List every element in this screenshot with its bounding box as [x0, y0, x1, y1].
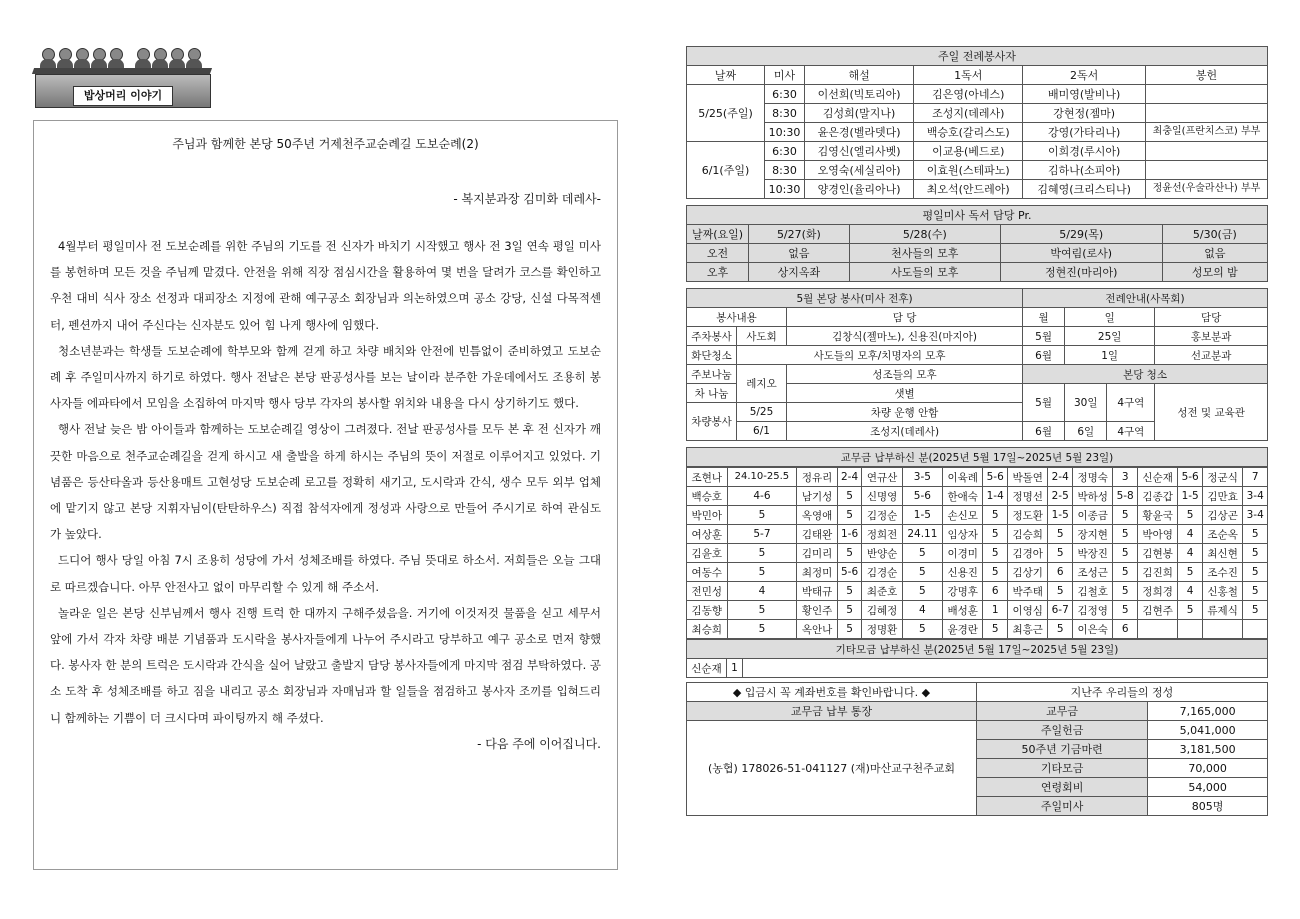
donor-name: 조현나 [687, 468, 728, 487]
donor-name: 최흥근 [1007, 620, 1048, 639]
donor-months: 5 [1113, 525, 1137, 544]
table-row [687, 601, 1268, 620]
donor-months: 5 [983, 506, 1007, 525]
col-header: 날짜 [687, 66, 765, 85]
donor-months: 5 [1243, 544, 1268, 563]
donor-months: 1-5 [1048, 506, 1072, 525]
donor-months: 6 [1048, 563, 1072, 582]
donor-name [1202, 620, 1243, 639]
donor-months: 4 [1178, 544, 1202, 563]
donor-name: 정명선 [1007, 487, 1048, 506]
donor-name: 이경미 [942, 544, 983, 563]
donor-name: 정유리 [797, 468, 838, 487]
table-row: 오전 없음 천사들의 모후 박여림(로사) 없음 [687, 244, 1268, 263]
donor-months: 5 [1048, 620, 1072, 639]
donor-name: 윤경란 [942, 620, 983, 639]
donor-months: 5 [837, 506, 861, 525]
donor-name: 박주태 [1007, 582, 1048, 601]
donor-name: 정희경 [1137, 582, 1178, 601]
donor-name: 김승희 [1007, 525, 1048, 544]
donor-months: 3-4 [1243, 506, 1268, 525]
donor-name: 조성근 [1072, 563, 1113, 582]
donor-months: 5 [1048, 544, 1072, 563]
donor-name: 조수진 [1202, 563, 1243, 582]
col-header: 봉헌 [1146, 66, 1268, 85]
donor-months: 6 [1113, 620, 1137, 639]
donor-months: 5 [1178, 601, 1202, 620]
donor-name: 연규산 [862, 468, 903, 487]
dues-table [686, 447, 1268, 467]
donor-months: 5 [983, 620, 1007, 639]
col-header: 미사 [765, 66, 805, 85]
donor-months: 5 [902, 620, 942, 639]
donor-months: 5 [1113, 563, 1137, 582]
donor-name: 박아영 [1137, 525, 1178, 544]
donor-months: 5 [1113, 601, 1137, 620]
donor-name: 김만효 [1202, 487, 1243, 506]
article-title: 주님과 함께한 본당 50주년 거제천주교순례길 도보순례(2) [172, 137, 479, 151]
donor-name: 박장진 [1072, 544, 1113, 563]
table-row: 오후 상지옥좌 사도들의 모후 정현진(마리아) 성모의 밤 [687, 263, 1268, 282]
donor-name: 김정순 [862, 506, 903, 525]
donor-months: 5 [837, 601, 861, 620]
donor-months: 1-4 [983, 487, 1007, 506]
account-offering-table: ◆ 입금시 꼭 계좌번호를 확인바랍니다. ◆ 지난주 우리들의 정성 교무금 납부 통장 교무금 7,165,000 (농협) 178026-51-041127 (재)마산교구천주교회 주일헌금 5,041,000 50주년 기금마련 3,181,500 기타모금 70,000 연령회비 54,000 주일미사 805명 [686, 682, 1268, 816]
donor-name: 김정영 [1072, 601, 1113, 620]
donor-months: 5 [902, 582, 942, 601]
paragraph: 4월부터 평일미사 전 도보순례를 위한 주님의 기도를 전 신자가 바치기 시작했고 행사 전 3일 연속 평일 미사를 봉헌하며 모든 것을 주님께 맡겼다. 안전을 위해 직장 점심시간을 활용하여 몇 번을 달려가 코스를 확인하고 우천 대비 식사 장소 선정과 대피장소 지정에 관해 예구공소 회장님과 의논하였으며 공소 강당, 신설 다목적센터, 펜션까지 내어 주신다는 신자분도 있어 힘 나게 행사에 임했다. [50, 239, 601, 332]
table-row: 6/1(주일) 6:30 김영신(엘리사벳) 이교용(베드로) 이희경(루시아) [687, 142, 1268, 161]
donor-name: 여동수 [687, 563, 728, 582]
col-header: 1독서 [914, 66, 1023, 85]
donor-name: 신순재 [1137, 468, 1178, 487]
paragraph: 행사 전날 늦은 밤 아이들과 함께하는 도보순례길 영상이 그려졌다. 전날 판공성사를 모두 본 후 전 신자가 깨끗한 마음으로 천주교순례길을 걷게 하시고 새 출발을 하게 하시는 주님의 뜻이 저절로 이루어지고 있었다. 기념품은 등산타올과 등산용매트 고현성당 도보순례 로고를 정확히 새기고, 도시락과 간식, 생수 모두 외부 업체에 맡기지 않고 본당 지휘자님이(탄탄하우스) 직접 참석자에게 정성과 사랑으로 만들어 주시기로 하여 관심도가 높았다. [50, 422, 601, 542]
donor-months: 6 [983, 582, 1007, 601]
donor-name: 신명영 [862, 487, 903, 506]
donor-months: 3 [1113, 468, 1137, 487]
col-header: 2독서 [1023, 66, 1146, 85]
donor-name: 김철호 [1072, 582, 1113, 601]
paragraph: 청소년분과는 학생들 도보순례에 학부모와 함께 걷게 하고 차량 배치와 안전에 빈틈없이 준비하였고 도보순례 후 주일미사까지 하기로 하였다. 행사 전날은 본당 판공성사를 보는 날이라 분주한 가운데에서도 조용히 봉사자들 에파타에서 모임을 소집하여 마지막 행사 당부 각자의 봉사할 위치와 내용을 다시 상기하기도 했다. [50, 343, 601, 411]
table-row [687, 487, 1268, 506]
donor-name: 박민아 [687, 506, 728, 525]
donor-name: 정명환 [862, 620, 903, 639]
donor-months: 5 [837, 620, 861, 639]
other-donation-table: 기타모금 납부하신 분(2025년 5월 17일~2025년 5월 23일) 신순재 1 [686, 639, 1268, 678]
donor-months: 24.10-25.5 [727, 468, 797, 487]
donor-name: 박하성 [1072, 487, 1113, 506]
donor-months: 2-5 [1048, 487, 1072, 506]
donor-name: 김현주 [1137, 601, 1178, 620]
donor-months [1178, 620, 1202, 639]
table-title: 평일미사 독서 담당 Pr. [687, 206, 1268, 225]
article-box [33, 120, 618, 870]
table-title: 주일 전례봉사자 [687, 47, 1268, 66]
donor-name: 박태규 [797, 582, 838, 601]
table-row: 10:30 양경인(율리아나) 최오석(안드레아) 김혜영(크리스티나) 정윤선(우술라산나) 부부 [687, 180, 1268, 199]
donor-months: 1-5 [902, 506, 942, 525]
donor-name: 최준호 [862, 582, 903, 601]
donor-name: 장지현 [1072, 525, 1113, 544]
account-notice: ◆ 입금시 꼭 계좌번호를 확인바랍니다. ◆ [687, 683, 977, 702]
donor-name: 최신현 [1202, 544, 1243, 563]
paragraph: 놀라운 일은 본당 신부님께서 행사 진행 트럭 한 대까지 구해주셨음을. 거기에 이것저것 물품을 싣고 세무서 앞에 가서 각자 차량 배분 기념품과 도시락을 봉사자들에게 나누어 주시라고 당부하고 예구 공소로 먼저 향했다. 봉사자 한 분의 트럭은 도시락과 간식을 실어 날랐고 출발지 담당 봉사자들에게 마지막 점검 부탁하였다. 공소 도착 후 성체조배를 하고 짐을 내리고 공소 회장님과 자매님과 할 일들을 점검하고 봉사자 조끼를 입혀드리니 함께하는 기쁨이 더 크시다며 파이팅까지 해 주셨다. [50, 605, 601, 725]
donor-months: 5 [1113, 544, 1137, 563]
donor-name: 최정미 [797, 563, 838, 582]
donor-months: 7 [1243, 468, 1268, 487]
left-column [33, 40, 618, 118]
donor-months: 5 [727, 563, 797, 582]
donor-months: 5-6 [902, 487, 942, 506]
donor-name: 김윤호 [687, 544, 728, 563]
donor-name: 여상훈 [687, 525, 728, 544]
weekday-readers-table: 평일미사 독서 담당 Pr. 날짜(요일) 5/27(화) 5/28(수) 5/29(목) 5/30(금) 오전 없음 천사들의 모후 박여림(로사) 없음 오후 상지옥좌 사도들의 모후 정현진(마리아) 성모의 밤 [686, 205, 1268, 282]
donor-name: 임상자 [942, 525, 983, 544]
donor-months: 5-6 [1178, 468, 1202, 487]
donor-months: 5 [727, 601, 797, 620]
donor-months: 5 [727, 506, 797, 525]
donor-months: 5 [1113, 506, 1137, 525]
table-row [687, 506, 1268, 525]
donor-months: 4 [902, 601, 942, 620]
donor-name: 정군식 [1202, 468, 1243, 487]
service-liturgy-table: 5월 본당 봉사(미사 전후) 전례안내(사목회) 봉사내용 담 당 월 일 담당 주차봉사 사도회 김창식(젤마노), 신용진(마지아) 5월 25일 홍보분과 화단청소 사도들의 모후/치명자의 모후 6월 1일 선교분과 주보나눔 레지오 성조들의 모후 본당 청소 차 나눔 샛별 5월 30일 4구역 성전 및 교육관 차량봉사 5/25 차량 운행 안함 6/1 조성지(데레사) 6월 6일 4구역 [686, 288, 1268, 441]
donor-months: 4 [1178, 525, 1202, 544]
donor-name: 옥안나 [797, 620, 838, 639]
donor-months: 5 [1048, 525, 1072, 544]
donor-months: 4 [1178, 582, 1202, 601]
table-title: 교무금 납부하신 분(2025년 5월 17일~2025년 5월 23일) [687, 448, 1268, 467]
donor-months: 5 [902, 544, 942, 563]
donor-months: 5 [1178, 506, 1202, 525]
dues-grid [686, 467, 1268, 639]
donor-name: 이육례 [942, 468, 983, 487]
donor-name: 황인주 [797, 601, 838, 620]
donor-name: 이영심 [1007, 601, 1048, 620]
banner [33, 40, 213, 118]
donor-name: 김미리 [797, 544, 838, 563]
donor-months: 1-6 [837, 525, 861, 544]
donor-months: 5 [1178, 563, 1202, 582]
table-row [687, 582, 1268, 601]
donor-name: 최승희 [687, 620, 728, 639]
donor-name: 손신모 [942, 506, 983, 525]
donor-months: 4 [727, 582, 797, 601]
table-row: 10:30 윤은경(벨라뎃다) 백승호(갈리스도) 강영(가타리나) 최충일(프란치스코) 부부 [687, 123, 1268, 142]
donor-months: 5 [902, 563, 942, 582]
donor-name: 정희전 [862, 525, 903, 544]
donor-months: 5 [1243, 563, 1268, 582]
donor-name: 김상기 [1007, 563, 1048, 582]
donor-months: 5 [983, 525, 1007, 544]
donor-months: 5 [983, 544, 1007, 563]
article-body [50, 233, 601, 731]
article-ending: - 다음 주에 이어집니다. [477, 736, 601, 751]
donor-name: 배성훈 [942, 601, 983, 620]
sunday-servers-table [686, 46, 1268, 199]
donor-name: 강명후 [942, 582, 983, 601]
table-row: 8:30 김성희(말지나) 조성지(데레사) 강현정(젬마) [687, 104, 1268, 123]
donor-months: 5 [727, 620, 797, 639]
donor-months: 4-6 [727, 487, 797, 506]
donor-months: 5-7 [727, 525, 797, 544]
donor-name: 이은숙 [1072, 620, 1113, 639]
donor-months: 5 [1048, 582, 1072, 601]
table-row: 5/25(주일) 6:30 이선희(빅토리아) 김은영(아네스) 배미영(발비나) [687, 85, 1268, 104]
paragraph: 드디어 행사 당일 아침 7시 조용히 성당에 가서 성체조배를 하였다. 주님 뜻대로 하소서. 저희들은 오늘 그대로 따르겠습니다. 아무 안전사고 없이 마무리할 수 있게 해 주소서. [50, 553, 601, 594]
donor-months: 5 [1243, 525, 1268, 544]
donor-months: 5 [1113, 582, 1137, 601]
donor-name: 백승호 [687, 487, 728, 506]
donor-name: 한애숙 [942, 487, 983, 506]
donor-months: 5 [837, 582, 861, 601]
donor-months: 5-6 [983, 468, 1007, 487]
donor-name: 김종갑 [1137, 487, 1178, 506]
donor-name: 황윤국 [1137, 506, 1178, 525]
donor-name: 조순옥 [1202, 525, 1243, 544]
table-row [687, 468, 1268, 487]
col-header: 해설 [805, 66, 914, 85]
donor-months: 1-5 [1178, 487, 1202, 506]
donor-name: 신용진 [942, 563, 983, 582]
donor-name: 김현봉 [1137, 544, 1178, 563]
donor-name: 신홍철 [1202, 582, 1243, 601]
donor-months: 2-4 [837, 468, 861, 487]
donor-name: 김상곤 [1202, 506, 1243, 525]
donor-name: 김동향 [687, 601, 728, 620]
table-row [687, 544, 1268, 563]
account-number: (농협) 178026-51-041127 (재)마산교구천주교회 [687, 721, 977, 816]
donor-name: 김태완 [797, 525, 838, 544]
donor-months: 3-5 [902, 468, 942, 487]
donor-months: 1 [983, 601, 1007, 620]
article-author: - 복지분과장 김미화 데레사- [453, 192, 601, 206]
donor-name: 김경아 [1007, 544, 1048, 563]
donor-name: 정도환 [1007, 506, 1048, 525]
donor-months: 5 [983, 563, 1007, 582]
table-row [687, 563, 1268, 582]
donor-months: 24.11 [902, 525, 942, 544]
table-row [687, 525, 1268, 544]
donor-months: 5-6 [837, 563, 861, 582]
donor-name: 김진희 [1137, 563, 1178, 582]
donor-name: 남기성 [797, 487, 838, 506]
donor-name: 정명숙 [1072, 468, 1113, 487]
donor-months: 3-4 [1243, 487, 1268, 506]
table-row: 8:30 오영숙(세실리아) 이효원(스테파노) 김하나(소피아) [687, 161, 1268, 180]
donor-months: 5 [837, 487, 861, 506]
donor-name: 박돌연 [1007, 468, 1048, 487]
donor-months: 5 [1243, 582, 1268, 601]
donor-name: 반양순 [862, 544, 903, 563]
donor-name: 류제식 [1202, 601, 1243, 620]
banner-label: 밥상머리 이야기 [73, 86, 173, 106]
donor-name: 김혜정 [862, 601, 903, 620]
donor-name: 이종금 [1072, 506, 1113, 525]
donor-name: 옥영애 [797, 506, 838, 525]
donor-months: 2-4 [1048, 468, 1072, 487]
donor-name: 전민성 [687, 582, 728, 601]
right-column [686, 46, 1268, 816]
donor-months: 5-8 [1113, 487, 1137, 506]
donor-months: 5 [837, 544, 861, 563]
donor-months: 5 [727, 544, 797, 563]
donor-months: 6-7 [1048, 601, 1072, 620]
donor-months [1243, 620, 1268, 639]
donor-months: 5 [1243, 601, 1268, 620]
table-row [687, 620, 1268, 639]
donor-name [1137, 620, 1178, 639]
donor-name: 김경순 [862, 563, 903, 582]
